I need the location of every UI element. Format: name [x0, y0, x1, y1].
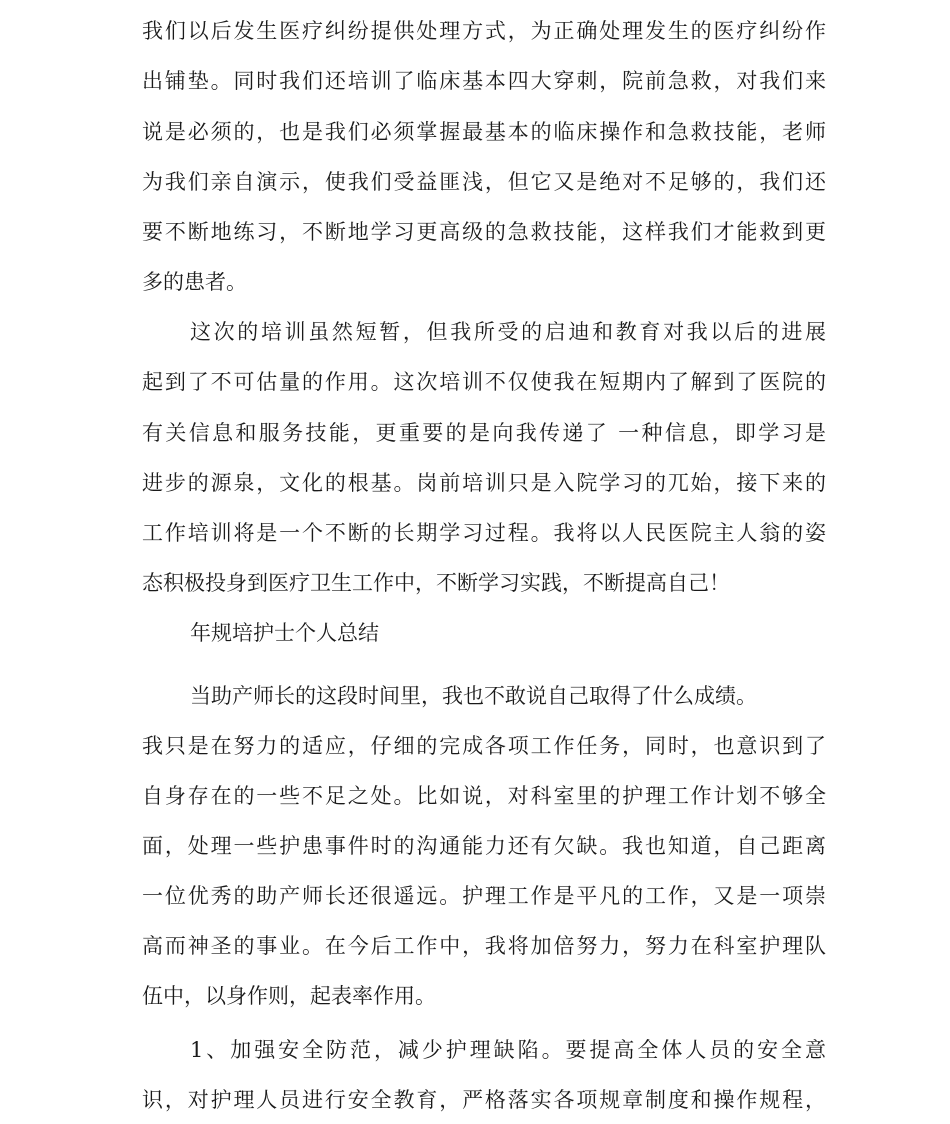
text-line: 态积极投身到医疗卫生工作中，不断学习实践，不断提高自己！ — [142, 571, 730, 595]
text-line: 说是必须的，也是我们必须掌握最基本的临床操作和急救技能，老师 — [142, 120, 826, 144]
text-line: 要不断地练习，不断地学习更高级的急救技能，这样我们才能救到更 — [142, 220, 826, 244]
paragraph-first-line: 当助产师长的这段时间里，我也不敢说自己取得了什么成绩。 — [190, 684, 757, 708]
text-line: 起到了不可估量的作用。这次培训不仅使我在短期内了解到了医院的 — [142, 370, 826, 394]
text-line: 识，对护理人员进行安全教育，严格落实各项规章制度和操作规程， — [142, 1088, 826, 1112]
text-line: 我只是在努力的适应，仔细的完成各项工作任务，同时，也意识到了 — [142, 734, 826, 758]
text-line: 自身存在的一些不足之处。比如说，对科室里的护理工作计划不够全 — [142, 784, 826, 808]
paragraph-first-line: 1、加强安全防范，减少护理缺陷。要提高全体人员的安全意 — [190, 1038, 826, 1062]
text-line: 高而神圣的事业。在今后工作中，我将加倍努力，努力在科室护理队 — [142, 934, 826, 958]
section-heading: 年规培护士个人总结 — [190, 621, 379, 645]
text-line: 一位优秀的助产师长还很遥远。护理工作是平凡的工作，又是一项崇 — [142, 884, 826, 908]
text-line: 面，处理一些护患事件时的沟通能力还有欠缺。我也知道，自己距离 — [142, 834, 826, 858]
text-line: 伍中，以身作则，起表率作用。 — [142, 984, 436, 1008]
text-line: 出铺垫。同时我们还培训了临床基本四大穿刺，院前急救，对我们来 — [142, 69, 826, 93]
text-line: 为我们亲自演示，使我们受益匪浅，但它又是绝对不足够的，我们还 — [142, 170, 826, 194]
text-line: 进步的源泉，文化的根基。岗前培训只是入院学习的兀始，接下来的 — [142, 471, 826, 495]
text-line: 有关信息和服务技能，更重要的是向我传递了 一种信息，即学习是 — [142, 421, 826, 445]
text-line: 我们以后发生医疗纠纷提供处理方式，为正确处理发生的医疗纠纷作 — [142, 19, 826, 43]
paragraph-first-line: 这次的培训虽然短暂，但我所受的启迪和教育对我以后的进展 — [190, 320, 826, 344]
text-line: 工作培训将是一个不断的长期学习过程。我将以人民医院主人翁的姿 — [142, 521, 826, 545]
text-line: 多的患者。 — [142, 270, 247, 294]
